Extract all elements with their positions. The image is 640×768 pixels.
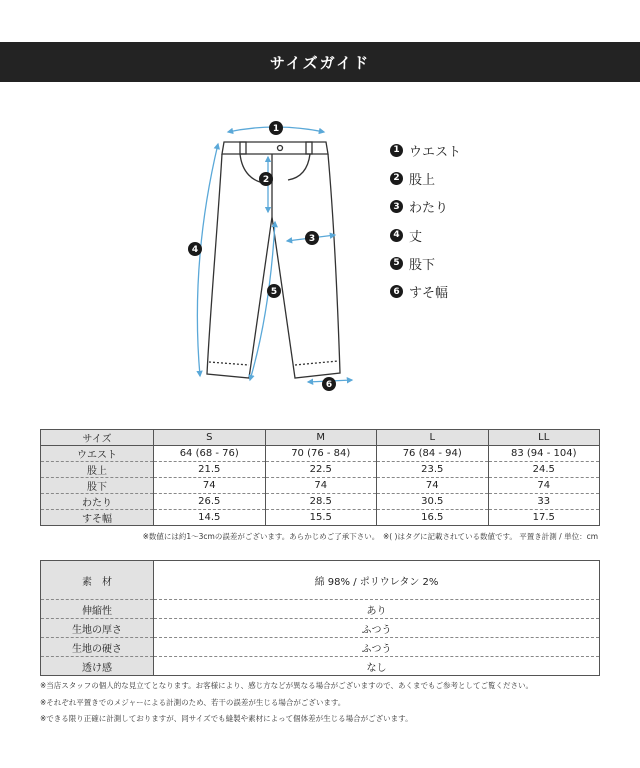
fabric-spec-table — [40, 560, 600, 676]
table-cell: 17.5 — [488, 510, 600, 526]
legend-item-thigh — [390, 193, 461, 221]
footnotes — [40, 680, 533, 730]
legend-item-inseam — [390, 249, 461, 277]
legend-number: 3 — [390, 200, 403, 213]
spec-row — [41, 600, 600, 619]
marker-2-text: 2 — [262, 175, 270, 185]
table-cell: 30.5 — [377, 494, 489, 510]
row-label: 股上 — [41, 462, 154, 478]
footnote: ※それぞれ平置きでのメジャーによる計測のため、若干の誤差が生じる場合がございます。 — [40, 697, 346, 707]
table-cell: 74 — [377, 478, 489, 494]
marker-6-text: 6 — [325, 380, 333, 390]
table-cell: 21.5 — [154, 462, 266, 478]
table-row — [41, 462, 600, 478]
spec-label: 伸縮性 — [41, 600, 154, 619]
table-cell: 28.5 — [265, 494, 377, 510]
spec-value: 綿 98% / ポリウレタン 2% — [154, 561, 600, 600]
table-cell: 64 (68 - 76) — [154, 446, 266, 462]
legend-item-length — [390, 221, 461, 249]
spec-row — [41, 619, 600, 638]
spec-value: ふつう — [154, 638, 600, 657]
table-corner-cell: サイズ — [41, 430, 154, 446]
pants-diagram — [180, 112, 370, 402]
legend-label: 丈 — [409, 229, 423, 245]
legend-item-rise — [390, 164, 461, 192]
table-row — [41, 494, 600, 510]
table-cell: 74 — [154, 478, 266, 494]
table-cell: 16.5 — [377, 510, 489, 526]
legend-number: 5 — [390, 257, 403, 270]
legend-number: 1 — [390, 144, 403, 157]
spec-row — [41, 561, 600, 600]
legend-number: 6 — [390, 285, 403, 298]
legend-label: ウエスト — [409, 144, 462, 160]
marker-5-text: 5 — [270, 287, 278, 297]
table-cell: 26.5 — [154, 494, 266, 510]
marker-1-text: 1 — [272, 124, 280, 134]
legend-label: すそ幅 — [409, 286, 449, 302]
table-cell: 33 — [488, 494, 600, 510]
marker-3-text: 3 — [308, 234, 316, 244]
table-cell: 22.5 — [265, 462, 377, 478]
size-table-note: ※数値には約1～3cmの誤差がございます。あらかじめご了承下さい。 ※( )はタグに記載されている数値です。 平置き計測 / 単位：cm — [142, 532, 598, 541]
size-column-header: S — [154, 430, 266, 446]
spec-row — [41, 657, 600, 676]
size-guide-header — [0, 42, 640, 82]
row-label: すそ幅 — [41, 510, 154, 526]
row-label: 股下 — [41, 478, 154, 494]
table-cell: 23.5 — [377, 462, 489, 478]
table-row — [41, 478, 600, 494]
inseam-arrow — [250, 222, 278, 380]
table-row — [41, 510, 600, 526]
table-cell: 74 — [488, 478, 600, 494]
spec-value: ふつう — [154, 619, 600, 638]
legend-item-waist — [390, 136, 461, 164]
spec-label: 生地の厚さ — [41, 619, 154, 638]
legend-label: 股上 — [409, 172, 436, 188]
table-cell: 24.5 — [488, 462, 600, 478]
measurement-legend — [390, 136, 461, 306]
table-header-row — [41, 430, 600, 446]
table-cell: 14.5 — [154, 510, 266, 526]
legend-label: わたり — [409, 201, 449, 217]
table-cell: 76 (84 - 94) — [377, 446, 489, 462]
page-title: サイズガイド — [269, 53, 371, 72]
row-label: ウエスト — [41, 446, 154, 462]
spec-value: あり — [154, 600, 600, 619]
legend-number: 2 — [390, 172, 403, 185]
legend-item-hem — [390, 277, 461, 305]
legend-label: 股下 — [409, 257, 436, 273]
size-column-header: L — [377, 430, 489, 446]
size-column-header: LL — [488, 430, 600, 446]
marker-4-text: 4 — [191, 245, 199, 255]
table-cell: 74 — [265, 478, 377, 494]
spec-label: 透け感 — [41, 657, 154, 676]
size-column-header: M — [265, 430, 377, 446]
pants-outline — [207, 142, 340, 378]
legend-number: 4 — [390, 229, 403, 242]
table-cell: 15.5 — [265, 510, 377, 526]
size-table — [40, 429, 600, 526]
spec-value: なし — [154, 657, 600, 676]
footnote: ※できる限り正確に計測しておりますが、同サイズでも縫製や素材によって個体差が生じる場合がございます。 — [40, 714, 413, 723]
row-label: わたり — [41, 494, 154, 510]
spec-label: 素 材 — [41, 561, 154, 600]
table-row — [41, 446, 600, 462]
table-cell: 83 (94 - 104) — [488, 446, 600, 462]
footnote: ※当店スタッフの個人的な見立てとなります。お客様により、感じ方などが異なる場合がございますので、あくまでもご参考としてご覧ください。 — [40, 681, 534, 690]
spec-row — [41, 638, 600, 657]
spec-label: 生地の硬さ — [41, 638, 154, 657]
table-cell: 70 (76 - 84) — [265, 446, 377, 462]
